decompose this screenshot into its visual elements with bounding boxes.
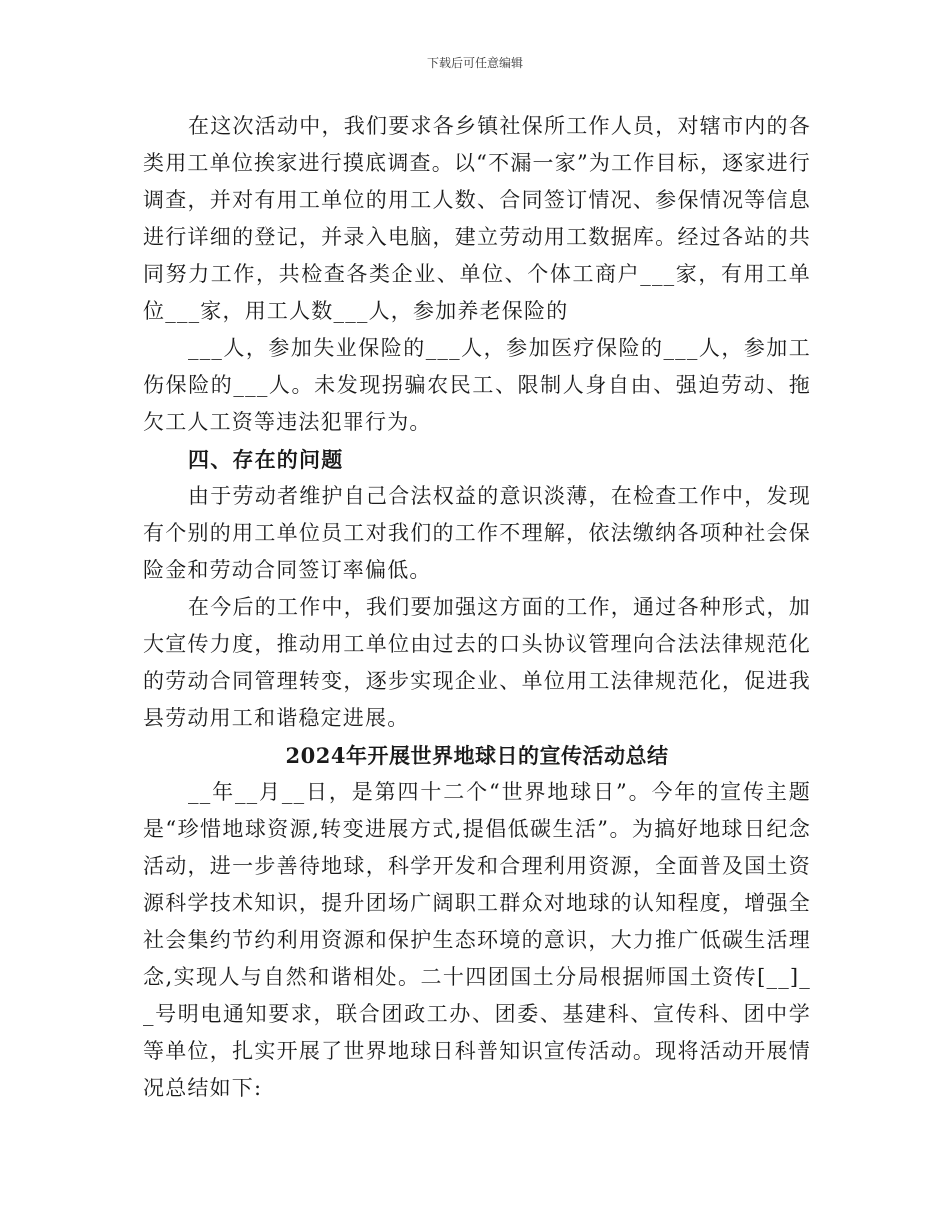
paragraph-survey: 在这次活动中，我们要求各乡镇社保所工作人员，对辖市内的各类用工单位挨家进行摸底调查。以“不漏一家”为工作目标，逐家进行调查，并对有用工单位的用工人数、合同签订情况、参保情况等信息进行详细的登记，并录入电脑，建立劳动用工数据库。经过各站的共同努力工作，共检查各类企业、单位、个体工商户___家，有用工单位___家，用工人数___人，参加养老保险的	[143, 114, 811, 323]
paragraph-problems: 由于劳动者维护自己合法权益的意识淡薄，在检查工作中，发现有个别的用工单位员工对我们的工作不理解，依法缴纳各项种社会保险金和劳动合同签订率偏低。	[143, 484, 811, 582]
document-body	[143, 108, 811, 1107]
document-title: 2024年开展世界地球日的宣传活动总结	[285, 743, 669, 768]
section-heading-problems: 四、存在的问题	[188, 447, 344, 472]
paragraph-future-work: 在今后的工作中，我们要加强这方面的工作，通过各种形式，加大宣传力度，推动用工单位由过去的口头协议管理向合法法律规范化的劳动合同管理转变，逐步实现企业、单位用工法律规范化，促进我县劳动用工和谐稳定进展。	[143, 595, 811, 730]
paragraph-insurance: ___人，参加失业保险的___人，参加医疗保险的___人，参加工伤保险的___人。未发现拐骗农民工、限制人身自由、强迫劳动、拖欠工人工资等违法犯罪行为。	[143, 336, 811, 434]
paragraph-earth-day: __年__月__日，是第四十二个“世界地球日”。今年的宣传主题是“珍惜地球资源,转变进展方式,提倡低碳生活”。为搞好地球日纪念活动，进一步善待地球，科学开发和合理利用资源，全面普及国土资源科学技术知识，提升团场广阔职工群众对地球的认知程度，增强全社会集约节约利用资源和保护生态环境的意识，大力推广低碳生活理念,实现人与自然和谐相处。二十四团国土分局根据师国土资传[__]__号明电通知要求，联合团政工办、团委、基建科、宣传科、团中学等单位，扎实开展了世界地球日科普知识宣传活动。现将活动开展情况总结如下:	[143, 780, 811, 1100]
page-header: 下载后可任意编辑	[426, 56, 523, 70]
